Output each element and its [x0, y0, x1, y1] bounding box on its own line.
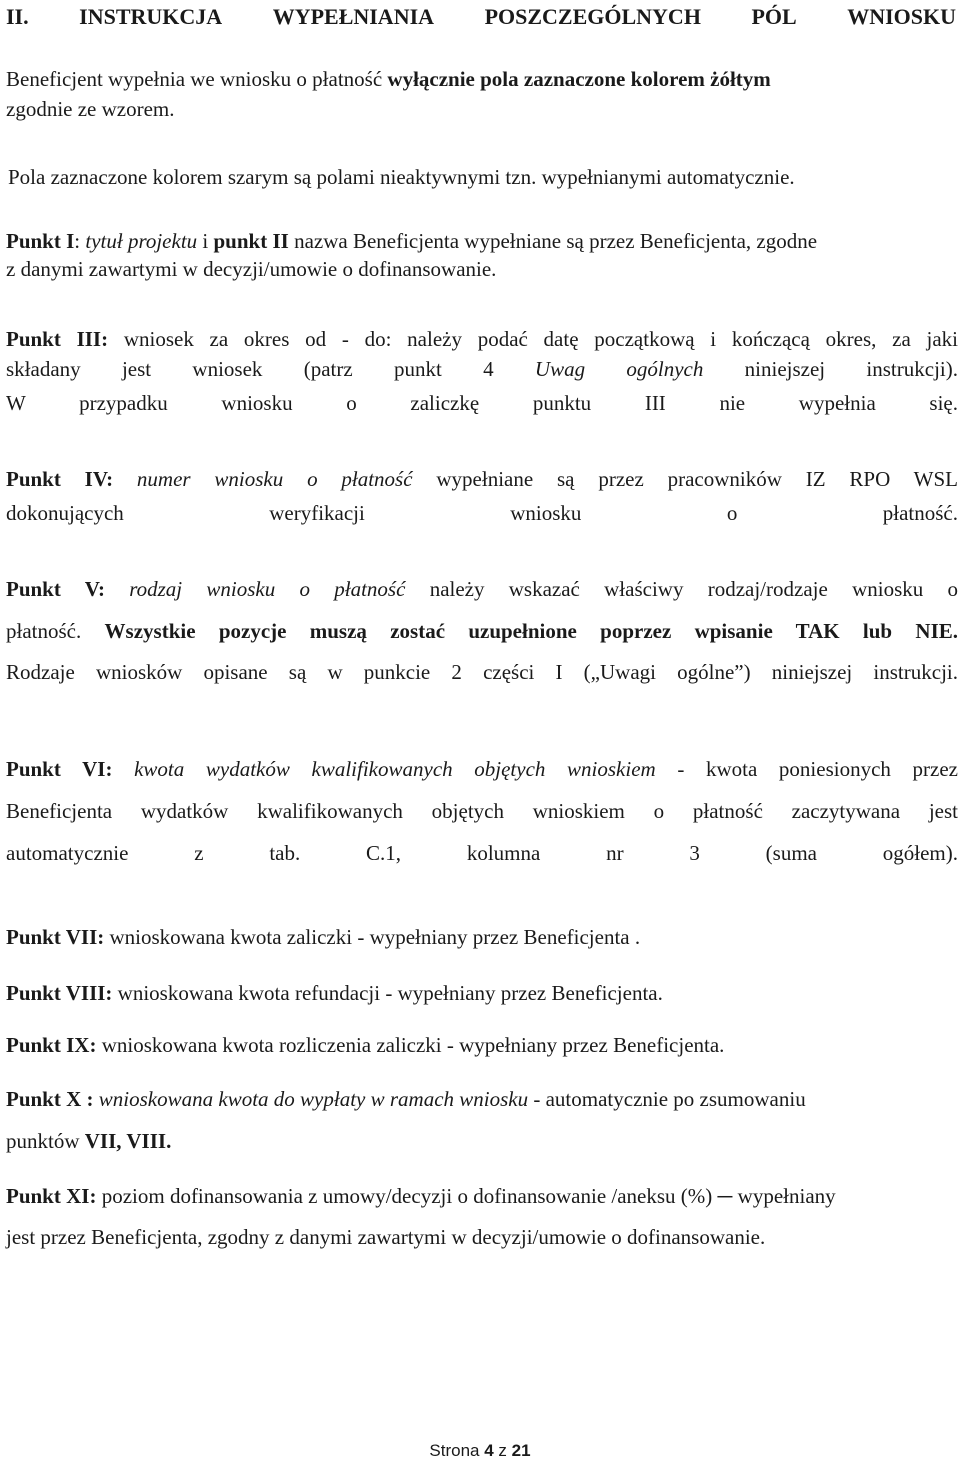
point-label: Punkt V:: [6, 577, 105, 601]
point-1-line-2: z danymi zawartymi w decyzji/umowie o dofinansowanie.: [6, 257, 497, 281]
section-heading: [6, 4, 956, 30]
text: wypełniane są przez pracowników IZ RPO WSL: [412, 467, 959, 491]
text: płatność.: [6, 619, 105, 643]
point-3-line-3: W przypadku wniosku o zaliczkę punktu III nie wypełnia się.: [6, 391, 958, 415]
text: - kwota poniesionych przez: [655, 757, 958, 781]
italic-term: Uwag ogólnych: [534, 357, 704, 381]
heading-word: INSTRUKCJA: [79, 4, 223, 29]
text: nazwa Beneficjenta wypełniane są przez Beneficjenta, zgodne: [288, 229, 818, 253]
point-label: punkt II: [213, 229, 289, 253]
point-5-line-2: [6, 618, 958, 644]
text: wnioskowana kwota zaliczki - wypełniany przez Beneficjenta .: [104, 925, 641, 949]
page-number: [0, 1441, 960, 1461]
point-6-line-3: automatycznie z tab. C.1, kolumna nr 3 (suma ogółem).: [6, 841, 958, 865]
italic-term: wnioskowana kwota do wypłaty w ramach wniosku: [98, 1087, 529, 1111]
point-label: Punkt IV:: [6, 467, 114, 491]
text: :: [74, 229, 86, 253]
intro-emphasis: wyłącznie pola zaznaczone kolorem żółtym: [387, 67, 771, 91]
point-7-line: [6, 924, 958, 950]
point-11-line-1: [6, 1183, 958, 1209]
text: niniejszej instrukcji).: [703, 357, 958, 381]
point-3-line-1: [6, 326, 958, 352]
page-current: 4: [484, 1441, 494, 1460]
text: poziom dofinansowania z umowy/decyzji o dofinansowanie /aneksu (%) ─ wypełniany: [96, 1184, 836, 1208]
point-10-line-2: [6, 1128, 958, 1154]
text: składany jest wniosek (patrz punkt 4: [6, 357, 535, 381]
page-label: Strona: [429, 1441, 485, 1460]
point-10-line-1: [6, 1086, 958, 1112]
point-6-line-1: [6, 756, 958, 782]
heading-number: II.: [6, 4, 29, 29]
point-label: Punkt XI:: [6, 1184, 97, 1208]
intro-line-2: zgodnie ze wzorem.: [6, 97, 175, 121]
text: należy wskazać właściwy rodzaj/rodzaje wniosku o: [405, 577, 959, 601]
point-label: Punkt VII:: [6, 925, 105, 949]
point-3-line-2: [6, 356, 958, 382]
point-label: Punkt I: [6, 229, 75, 253]
heading-word: POSZCZEGÓLNYCH: [484, 4, 701, 29]
intro-text: Beneficjent wypełnia we wniosku o płatność: [6, 67, 388, 91]
point-label: Punkt VIII:: [6, 981, 113, 1005]
emphasis: Wszystkie pozycje muszą zostać uzupełnione poprzez wpisanie TAK lub NIE.: [104, 619, 959, 643]
italic-term: tytuł projektu: [85, 229, 198, 253]
text: punktów: [6, 1129, 85, 1153]
text: wnioskowana kwota rozliczenia zaliczki - wypełniany przez Beneficjenta.: [96, 1033, 725, 1057]
italic-term: rodzaj wniosku o płatność: [104, 577, 406, 601]
point-4-line-1: [6, 466, 958, 492]
heading-word: PÓL: [751, 4, 797, 29]
text: i: [197, 229, 214, 253]
text: wnioskowana kwota refundacji - wypełniany przez Beneficjenta.: [112, 981, 663, 1005]
page-total: 21: [511, 1441, 531, 1460]
italic-term: kwota wydatków kwalifikowanych objętych wnioskiem: [112, 757, 656, 781]
text: - automatycznie po zsumowaniu: [528, 1087, 806, 1111]
point-8-line: [6, 980, 958, 1006]
point-9-line: [6, 1032, 958, 1058]
point-11-line-2: jest przez Beneficjenta, zgodny z danymi zawartymi w decyzji/umowie o dofinansowanie.: [6, 1225, 766, 1249]
italic-term: numer wniosku o płatność: [113, 467, 413, 491]
point-5-line-1: [6, 576, 958, 602]
point-label: Punkt X :: [6, 1087, 99, 1111]
point-6-line-2: Beneficjenta wydatków kwalifikowanych objętych wnioskiem o płatność zaczytywana jest: [6, 799, 958, 823]
point-4-line-2: dokonujących weryfikacji wniosku o płatność.: [6, 501, 958, 525]
heading-word: WYPEŁNIANIA: [272, 4, 435, 29]
emphasis: VII, VIII.: [84, 1129, 172, 1153]
page-separator: z: [493, 1441, 512, 1460]
point-label: Punkt VI:: [6, 757, 113, 781]
point-1-line-1: [6, 228, 958, 254]
point-5-line-3: Rodzaje wniosków opisane są w punkcie 2 części I („Uwagi ogólne”) niniejszej instrukcji.: [6, 660, 958, 684]
text: wniosek za okres od - do: należy podać datę początkową i kończącą okres, za jaki: [108, 327, 959, 351]
point-label: Punkt IX:: [6, 1033, 97, 1057]
heading-word: WNIOSKU: [847, 4, 956, 29]
intro-line-1: [6, 66, 958, 92]
point-label: Punkt III:: [6, 327, 109, 351]
intro-line-3: Pola zaznaczone kolorem szarym są polami nieaktywnymi tzn. wypełnianymi automatycznie.: [8, 165, 795, 189]
